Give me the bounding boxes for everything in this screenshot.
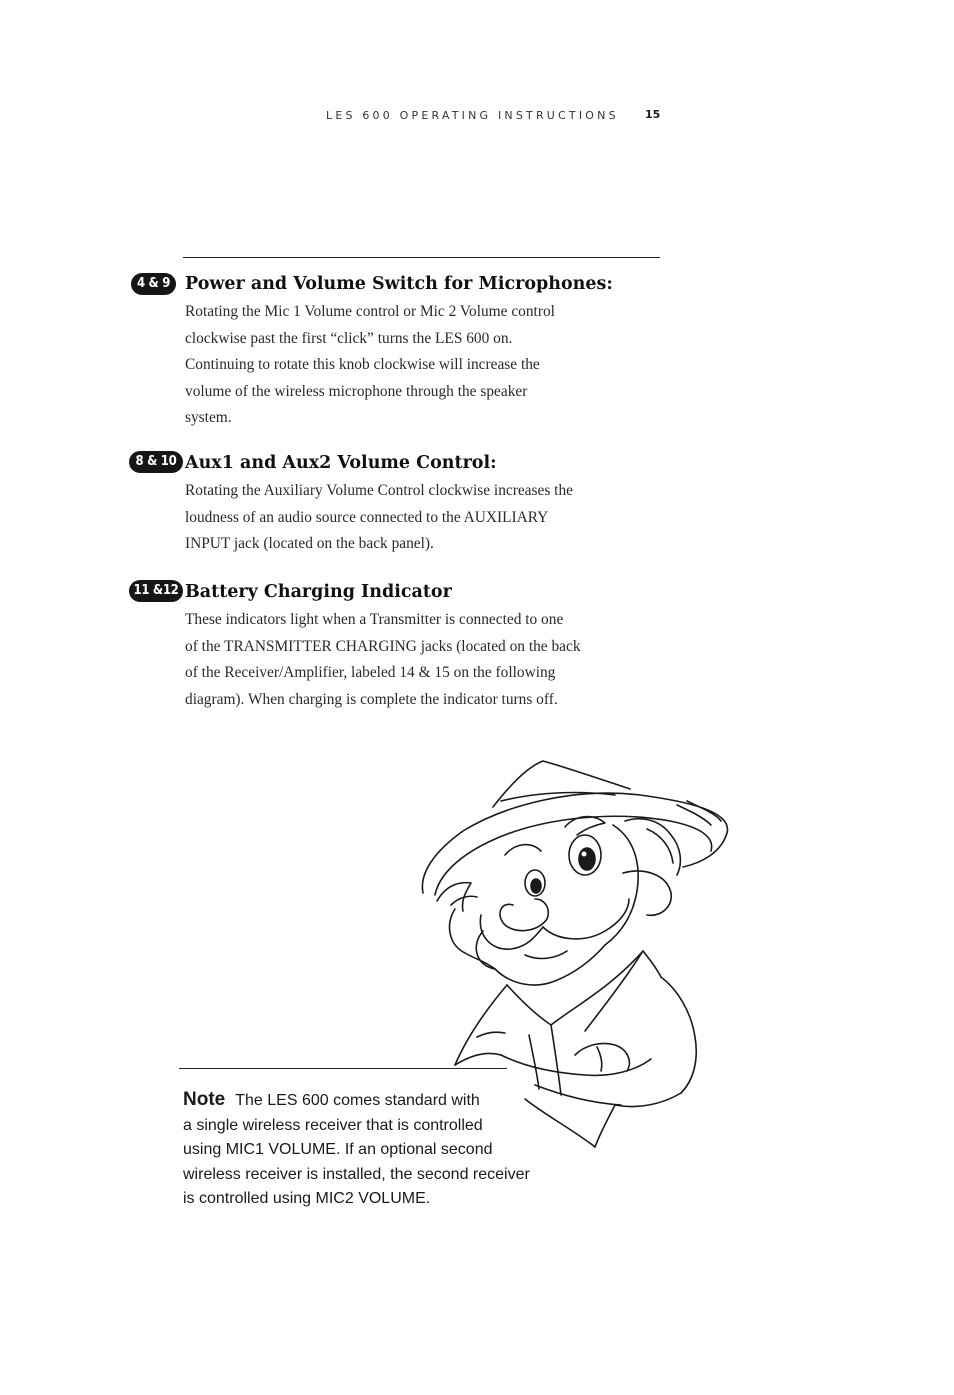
body-line: INPUT jack (located on the back panel). bbox=[185, 535, 434, 553]
badge-8-10: 8 & 10 bbox=[129, 451, 183, 473]
section-title: Battery Charging Indicator bbox=[185, 582, 452, 602]
body-line: system. bbox=[185, 409, 232, 427]
note-line: The LES 600 comes standard with bbox=[235, 1092, 480, 1109]
body-line: loudness of an audio source connected to the AUXILIARY bbox=[185, 508, 549, 526]
note-box bbox=[183, 1088, 558, 1212]
note-line: using MIC1 VOLUME. If an optional second bbox=[183, 1141, 493, 1158]
body-line: Rotating the Mic 1 Volume control or Mic 2 Volume control bbox=[185, 303, 555, 320]
section-title: Aux1 and Aux2 Volume Control: bbox=[185, 453, 497, 473]
body-line: of the Receiver/Amplifier, labeled 14 & 15 on the following bbox=[185, 664, 556, 682]
badge-11-12: 11 &12 bbox=[129, 580, 183, 602]
body-line: volume of the wireless microphone through the speaker bbox=[185, 382, 528, 400]
section-title: Power and Volume Switch for Microphones: bbox=[185, 274, 613, 294]
section-body bbox=[185, 478, 655, 558]
body-line: Continuing to rotate this knob clockwise will increase the bbox=[185, 356, 540, 374]
note-line: a single wireless receiver that is controlled bbox=[183, 1116, 483, 1134]
badge-4-9: 4 & 9 bbox=[131, 273, 176, 295]
section-battery-charging bbox=[185, 581, 655, 713]
note-line: is controlled using MIC2 VOLUME. bbox=[183, 1190, 431, 1207]
body-line: These indicators light when a Transmitter is connected to one bbox=[185, 611, 564, 628]
page-number: 15 bbox=[645, 108, 661, 121]
top-rule bbox=[183, 257, 660, 258]
note-line: wireless receiver is installed, the second receiver bbox=[183, 1165, 530, 1183]
section-power-volume bbox=[185, 273, 655, 432]
section-aux-volume bbox=[185, 452, 655, 558]
running-header: LES 600 OPERATING INSTRUCTIONS bbox=[326, 109, 619, 122]
section-body bbox=[185, 299, 655, 432]
note-label: Note bbox=[183, 1089, 226, 1110]
section-body bbox=[185, 607, 655, 713]
body-line: Rotating the Auxiliary Volume Control clockwise increases the bbox=[185, 482, 573, 499]
body-line: diagram). When charging is complete the indicator turns off. bbox=[185, 690, 558, 708]
body-line: clockwise past the first “click” turns the LES 600 on. bbox=[185, 329, 513, 347]
body-line: of the TRANSMITTER CHARGING jacks (located on the back bbox=[185, 637, 581, 655]
note-rule bbox=[179, 1068, 507, 1069]
